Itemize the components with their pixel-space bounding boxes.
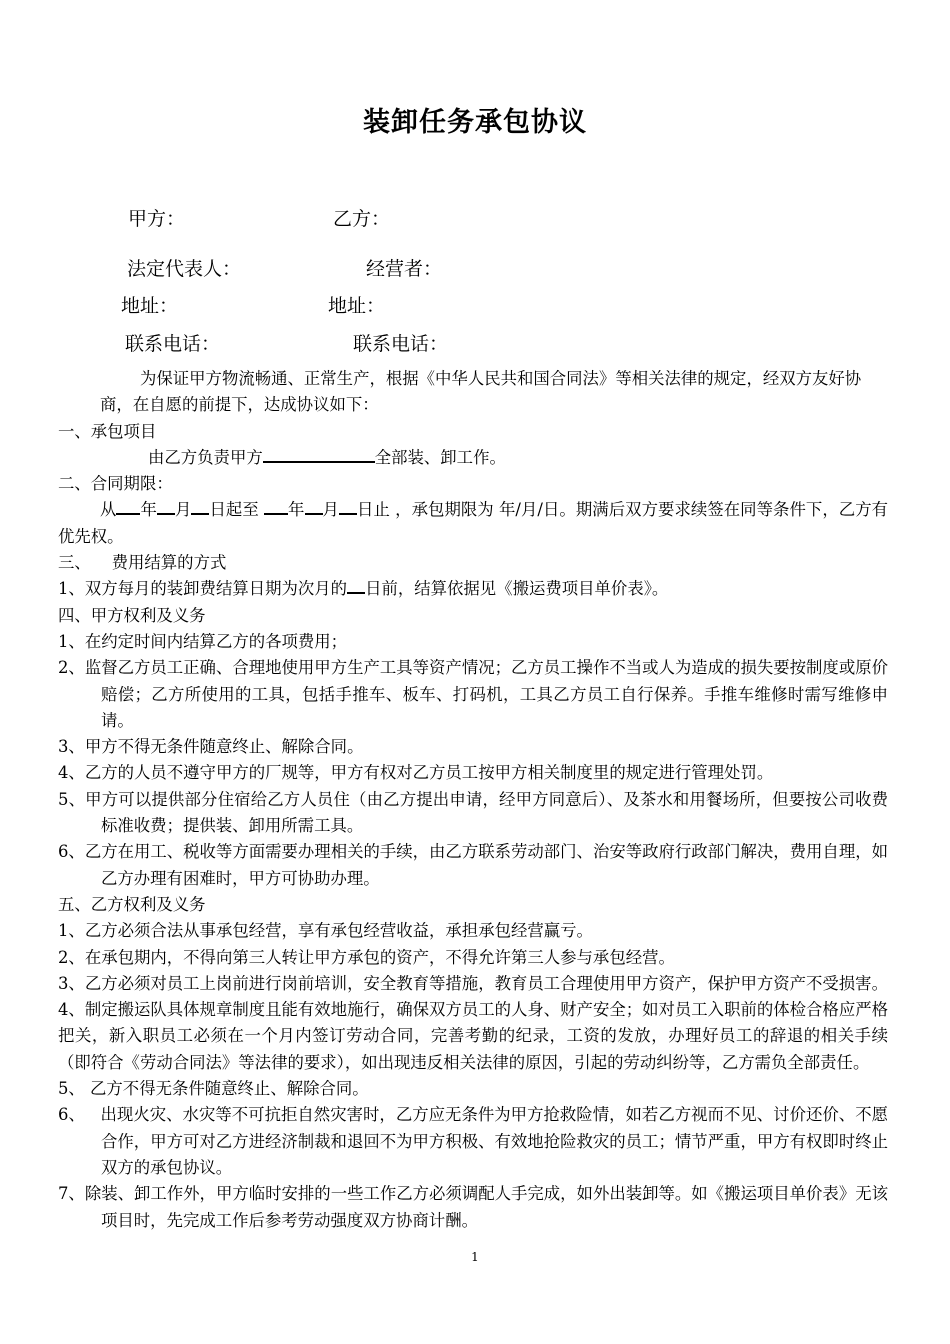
section-5-item-5: 5、 乙方不得无条件随意终止、解除合同。 [58, 1079, 369, 1099]
document-title: 装卸任务承包协议 [363, 107, 587, 138]
section-4-item-1: 1、在约定时间内结算乙方的各项费用； [58, 631, 348, 651]
section-2-heading: 二、合同期限： [58, 474, 173, 494]
section-4-item-4: 4、乙方的人员不遵守甲方的厂规等，甲方有权对乙方员工按甲方相关制度里的规定进行管理处罚。 [58, 763, 774, 783]
party-b-label: 乙方： [333, 208, 391, 230]
section-5-item-2: 2、在承包期内，不得向第三人转让甲方承包的资产，不得允许第三人参与承包经营。 [58, 947, 675, 967]
scope-blank [263, 445, 375, 463]
section-4-item-2: 2、监督乙方员工正确、合理地使用甲方生产工具等资产情况；乙方员工操作不当或人为造成的损失要按制度或原价赔偿；乙方所使用的工具，包括手推车、板车、打码机，工具乙方员工自行保养。手推车维修时需写维修申请。 [58, 658, 888, 730]
section-5-item-7: 7、除装、卸工作外，甲方临时安排的一些工作乙方必须调配人手完成，如外出装卸等。如《搬运项目单价表》无该项目时，先完成工作后参考劳动强度双方协商计酬。 [58, 1184, 888, 1230]
section-4-heading: 四、甲方权利及义务 [58, 605, 206, 625]
legal-rep-label: 法定代表人： [127, 258, 242, 280]
section-4-item-3: 3、甲方不得无条件随意终止、解除合同。 [58, 737, 364, 757]
operator-label: 经营者： [366, 258, 443, 280]
page-number: 1 [471, 1250, 479, 1264]
section-1-text: 由乙方负责甲方 全部装、卸工作。 [58, 445, 888, 471]
intro-paragraph: 为保证甲方物流畅通、正常生产，根据《中华人民共和国合同法》等相关法律的规定，经双方友好协商，在自愿的前提下，达成协议如下： [100, 369, 862, 415]
section-5-item-1: 1、乙方必须合法从事承包经营，享有承包经营收益，承担承包经营赢亏。 [58, 921, 593, 941]
party-b-phone-label: 联系电话： [353, 333, 449, 355]
party-b-address-label: 地址： [328, 295, 386, 317]
section-2-text: 从 年 月 日起至 年 月 日止 ，承包期限为 年/月/日。期满后双方要求续签在同等条件下，乙方有优先权。 [58, 497, 888, 550]
party-a-label: 甲方： [128, 208, 186, 230]
section-5-item-4: 4、制定搬运队具体规章制度且能有效地施行，确保双方员工的人身、财产安全；如对员工入职前的体检合格应严格把关，新入职员工必须在一个月内签订劳动合同，完善考勤的纪录，工资的发放，办理好员工的辞退的相关手续（即符合《劳动合同法》等法律的要求），如出现违反相关法律的原因，引起的劳动纠纷等，乙方需负全部责任。 [58, 1000, 888, 1072]
section-4-item-5: 5、甲方可以提供部分住宿给乙方人员住（由乙方提出申请，经甲方同意后）、及茶水和用餐场所，但要按公司收费标准收费；提供装、卸用所需工具。 [58, 789, 888, 836]
section-1-heading: 一、承包项目 [58, 421, 157, 441]
section-4-item-6: 6、乙方在用工、税收等方面需要办理相关的手续，由乙方联系劳动部门、治安等政府行政部门解决，费用自理，如乙方办理有困难时，甲方可协助办理。 [58, 842, 888, 888]
section-5-item-6: 6、 出现火灾、水灾等不可抗拒自然灾害时，乙方应无条件为甲方抢救险情，如若乙方视而不见、讨价还价、不愿合作，甲方可对乙方进经济制裁和退回不为甲方积极、有效地抢险救灾的员工；情节严重，甲方有权即时终止双方的承包协议。 [58, 1105, 888, 1177]
section-3-heading: 三、 费用结算的方式 [58, 553, 227, 573]
section-5-item-3: 3、乙方必须对员工上岗前进行岗前培训，安全教育等措施，教育员工合理使用甲方资产，保护甲方资产不受损害。 [58, 973, 888, 993]
contract-body [58, 366, 888, 1234]
party-a-phone-label: 联系电话： [125, 333, 221, 355]
section-3-item-1: 1、双方每月的装卸费结算日期为次月的 日前，结算依据见《搬运费项目单价表》。 [58, 576, 888, 602]
party-a-address-label: 地址： [121, 295, 179, 317]
section-5-heading: 五、乙方权利及义务 [58, 894, 206, 914]
